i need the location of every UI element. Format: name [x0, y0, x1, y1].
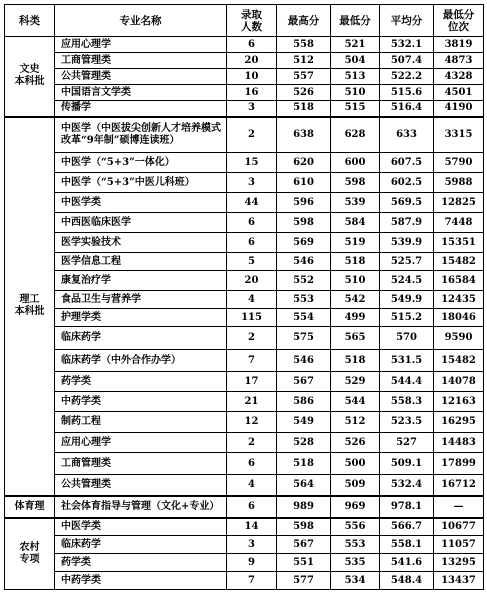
- max-score-cell: 989: [277, 496, 331, 518]
- major-cell: 公共管理类: [55, 475, 227, 496]
- admitted-cell: 14: [227, 518, 277, 536]
- admitted-cell: 44: [227, 193, 277, 213]
- table-row: [5, 233, 484, 253]
- max-score-cell: 546: [277, 350, 331, 372]
- max-score-cell: 575: [277, 327, 331, 350]
- header-min: 最低分: [331, 5, 380, 37]
- min-score-cell: 504: [331, 53, 380, 69]
- table-row: [5, 496, 484, 518]
- min-score-cell: 539: [331, 193, 380, 213]
- major-cell: 食品卫生与营养学: [55, 291, 227, 309]
- admitted-cell: 3: [227, 536, 277, 554]
- admission-score-table: [4, 4, 484, 590]
- admitted-cell: 3: [227, 173, 277, 193]
- avg-score-cell: 531.5: [380, 350, 434, 372]
- major-cell: 医学实验技术: [55, 233, 227, 253]
- table-row: [5, 572, 484, 590]
- table-row: [5, 85, 484, 101]
- table-row: [5, 554, 484, 572]
- min-score-cell: 518: [331, 350, 380, 372]
- avg-score-cell: 587.9: [380, 213, 434, 233]
- table-row: [5, 291, 484, 309]
- min-rank-cell: —: [434, 496, 484, 518]
- major-cell: 康复治疗学: [55, 271, 227, 291]
- avg-score-cell: 566.7: [380, 518, 434, 536]
- min-score-cell: 556: [331, 518, 380, 536]
- major-cell: 中医学类: [55, 193, 227, 213]
- max-score-cell: 596: [277, 193, 331, 213]
- avg-score-cell: 516.4: [380, 101, 434, 117]
- min-rank-cell: 4501: [434, 85, 484, 101]
- avg-score-cell: 515.2: [380, 309, 434, 327]
- min-score-cell: 515: [331, 101, 380, 117]
- avg-score-cell: 548.4: [380, 572, 434, 590]
- min-score-cell: 534: [331, 572, 380, 590]
- table-row: [5, 173, 484, 193]
- table-row: [5, 453, 484, 475]
- header-avg: 平均分: [380, 5, 434, 37]
- max-score-cell: 567: [277, 536, 331, 554]
- table-row: [5, 193, 484, 213]
- admitted-cell: 6: [227, 37, 277, 53]
- min-rank-cell: 15482: [434, 350, 484, 372]
- header-admitted: 录取 人数: [227, 5, 277, 37]
- max-score-cell: 598: [277, 213, 331, 233]
- max-score-cell: 557: [277, 69, 331, 85]
- major-cell: 临床药学: [55, 536, 227, 554]
- admitted-cell: 2: [227, 117, 277, 153]
- min-rank-cell: 5988: [434, 173, 484, 193]
- table-row: [5, 327, 484, 350]
- avg-score-cell: 515.6: [380, 85, 434, 101]
- max-score-cell: 549: [277, 412, 331, 433]
- table-row: [5, 412, 484, 433]
- avg-score-cell: 541.6: [380, 554, 434, 572]
- avg-score-cell: 522.2: [380, 69, 434, 85]
- admitted-cell: 10: [227, 69, 277, 85]
- table-row: [5, 392, 484, 412]
- max-score-cell: 518: [277, 101, 331, 117]
- category-cell: 理工 本科批: [5, 117, 55, 496]
- admitted-cell: 7: [227, 572, 277, 590]
- admitted-cell: 21: [227, 392, 277, 412]
- max-score-cell: 526: [277, 85, 331, 101]
- min-score-cell: 521: [331, 37, 380, 53]
- table-row: [5, 213, 484, 233]
- admitted-cell: 2: [227, 327, 277, 350]
- min-rank-cell: 10677: [434, 518, 484, 536]
- major-cell: 医学信息工程: [55, 253, 227, 271]
- min-score-cell: 510: [331, 271, 380, 291]
- major-cell: 制药工程: [55, 412, 227, 433]
- max-score-cell: 553: [277, 291, 331, 309]
- table-row: [5, 53, 484, 69]
- major-cell: 药学类: [55, 372, 227, 392]
- table-header: [5, 5, 484, 37]
- avg-score-cell: 978.1: [380, 496, 434, 518]
- min-rank-cell: 11057: [434, 536, 484, 554]
- table-row: [5, 475, 484, 496]
- max-score-cell: 569: [277, 233, 331, 253]
- major-cell: 护理学类: [55, 309, 227, 327]
- min-rank-cell: 3819: [434, 37, 484, 53]
- avg-score-cell: 633: [380, 117, 434, 153]
- min-rank-cell: 17899: [434, 453, 484, 475]
- major-cell: 中药学类: [55, 392, 227, 412]
- major-cell: 传播学: [55, 101, 227, 117]
- admitted-cell: 115: [227, 309, 277, 327]
- admitted-cell: 12: [227, 412, 277, 433]
- admitted-cell: 15: [227, 153, 277, 173]
- min-score-cell: 544: [331, 392, 380, 412]
- admitted-cell: 3: [227, 101, 277, 117]
- admitted-cell: 16: [227, 85, 277, 101]
- max-score-cell: 554: [277, 309, 331, 327]
- admitted-cell: 6: [227, 453, 277, 475]
- min-rank-cell: 4190: [434, 101, 484, 117]
- min-rank-cell: 14483: [434, 433, 484, 453]
- avg-score-cell: 607.5: [380, 153, 434, 173]
- avg-score-cell: 509.1: [380, 453, 434, 475]
- min-score-cell: 565: [331, 327, 380, 350]
- min-score-cell: 518: [331, 253, 380, 271]
- avg-score-cell: 558.1: [380, 536, 434, 554]
- table-row: [5, 372, 484, 392]
- avg-score-cell: 539.9: [380, 233, 434, 253]
- table-row: [5, 253, 484, 271]
- admitted-cell: 5: [227, 253, 277, 271]
- major-cell: 中医学类: [55, 518, 227, 536]
- admitted-cell: 7: [227, 350, 277, 372]
- major-cell: 中西医临床医学: [55, 213, 227, 233]
- min-rank-cell: 12435: [434, 291, 484, 309]
- max-score-cell: 638: [277, 117, 331, 153]
- max-score-cell: 567: [277, 372, 331, 392]
- table-row: [5, 69, 484, 85]
- min-rank-cell: 16712: [434, 475, 484, 496]
- min-score-cell: 526: [331, 433, 380, 453]
- max-score-cell: 551: [277, 554, 331, 572]
- major-cell: 中医学（中医拔尖创新人才培养模式改革“9年制”硕博连读班）: [55, 117, 227, 153]
- max-score-cell: 564: [277, 475, 331, 496]
- min-score-cell: 510: [331, 85, 380, 101]
- min-score-cell: 499: [331, 309, 380, 327]
- admitted-cell: 2: [227, 433, 277, 453]
- header-max: 最高分: [277, 5, 331, 37]
- max-score-cell: 528: [277, 433, 331, 453]
- max-score-cell: 558: [277, 37, 331, 53]
- major-cell: 临床药学: [55, 327, 227, 350]
- table-row: [5, 271, 484, 291]
- min-rank-cell: 13295: [434, 554, 484, 572]
- max-score-cell: 610: [277, 173, 331, 193]
- min-score-cell: 500: [331, 453, 380, 475]
- major-cell: 工商管理类: [55, 453, 227, 475]
- min-rank-cell: 3315: [434, 117, 484, 153]
- table-body: [5, 37, 484, 590]
- min-score-cell: 512: [331, 412, 380, 433]
- avg-score-cell: 527: [380, 433, 434, 453]
- min-rank-cell: 13437: [434, 572, 484, 590]
- major-cell: 临床药学（中外合作办学）: [55, 350, 227, 372]
- avg-score-cell: 602.5: [380, 173, 434, 193]
- avg-score-cell: 549.9: [380, 291, 434, 309]
- min-rank-cell: 7448: [434, 213, 484, 233]
- avg-score-cell: 570: [380, 327, 434, 350]
- min-score-cell: 513: [331, 69, 380, 85]
- min-score-cell: 535: [331, 554, 380, 572]
- header-min-rank: 最低分 位次: [434, 5, 484, 37]
- admitted-cell: 6: [227, 213, 277, 233]
- major-cell: 药学类: [55, 554, 227, 572]
- category-cell: 农村 专项: [5, 518, 55, 590]
- major-cell: 社会体育指导与管理（文化+专业）: [55, 496, 227, 518]
- avg-score-cell: 532.1: [380, 37, 434, 53]
- min-rank-cell: 14078: [434, 372, 484, 392]
- avg-score-cell: 544.4: [380, 372, 434, 392]
- table-row: [5, 37, 484, 53]
- admitted-cell: 4: [227, 291, 277, 309]
- avg-score-cell: 569.5: [380, 193, 434, 213]
- min-rank-cell: 16295: [434, 412, 484, 433]
- major-cell: 中医学（“5+3”一体化）: [55, 153, 227, 173]
- admitted-cell: 6: [227, 496, 277, 518]
- min-rank-cell: 16584: [434, 271, 484, 291]
- min-rank-cell: 9590: [434, 327, 484, 350]
- min-score-cell: 628: [331, 117, 380, 153]
- table-row: [5, 433, 484, 453]
- avg-score-cell: 524.5: [380, 271, 434, 291]
- avg-score-cell: 532.4: [380, 475, 434, 496]
- major-cell: 中国语言文学类: [55, 85, 227, 101]
- table-row: [5, 117, 484, 153]
- admitted-cell: 17: [227, 372, 277, 392]
- min-rank-cell: 12163: [434, 392, 484, 412]
- major-cell: 中医学（“5+3”中医儿科班）: [55, 173, 227, 193]
- min-score-cell: 553: [331, 536, 380, 554]
- header-major: 专业名称: [55, 5, 227, 37]
- max-score-cell: 620: [277, 153, 331, 173]
- header-category: 科类: [5, 5, 55, 37]
- table-row: [5, 518, 484, 536]
- max-score-cell: 546: [277, 253, 331, 271]
- avg-score-cell: 507.4: [380, 53, 434, 69]
- table-row: [5, 309, 484, 327]
- max-score-cell: 577: [277, 572, 331, 590]
- min-rank-cell: 5790: [434, 153, 484, 173]
- min-rank-cell: 15351: [434, 233, 484, 253]
- admitted-cell: 6: [227, 233, 277, 253]
- avg-score-cell: 558.3: [380, 392, 434, 412]
- category-cell: 体育理: [5, 496, 55, 518]
- min-score-cell: 509: [331, 475, 380, 496]
- category-cell: 文史 本科批: [5, 37, 55, 117]
- major-cell: 公共管理类: [55, 69, 227, 85]
- table-row: [5, 536, 484, 554]
- admitted-cell: 20: [227, 271, 277, 291]
- max-score-cell: 598: [277, 518, 331, 536]
- major-cell: 应用心理学: [55, 37, 227, 53]
- min-rank-cell: 18046: [434, 309, 484, 327]
- max-score-cell: 512: [277, 53, 331, 69]
- min-rank-cell: 12825: [434, 193, 484, 213]
- table-row: [5, 153, 484, 173]
- major-cell: 工商管理类: [55, 53, 227, 69]
- admitted-cell: 20: [227, 53, 277, 69]
- min-score-cell: 529: [331, 372, 380, 392]
- min-score-cell: 584: [331, 213, 380, 233]
- table-row: [5, 350, 484, 372]
- max-score-cell: 586: [277, 392, 331, 412]
- min-rank-cell: 4873: [434, 53, 484, 69]
- min-score-cell: 542: [331, 291, 380, 309]
- admitted-cell: 9: [227, 554, 277, 572]
- table-row: [5, 101, 484, 117]
- major-cell: 应用心理学: [55, 433, 227, 453]
- max-score-cell: 518: [277, 453, 331, 475]
- avg-score-cell: 525.7: [380, 253, 434, 271]
- min-score-cell: 600: [331, 153, 380, 173]
- min-rank-cell: 15482: [434, 253, 484, 271]
- min-score-cell: 969: [331, 496, 380, 518]
- max-score-cell: 552: [277, 271, 331, 291]
- major-cell: 中药学类: [55, 572, 227, 590]
- admitted-cell: 4: [227, 475, 277, 496]
- min-rank-cell: 4328: [434, 69, 484, 85]
- min-score-cell: 598: [331, 173, 380, 193]
- avg-score-cell: 523.5: [380, 412, 434, 433]
- min-score-cell: 519: [331, 233, 380, 253]
